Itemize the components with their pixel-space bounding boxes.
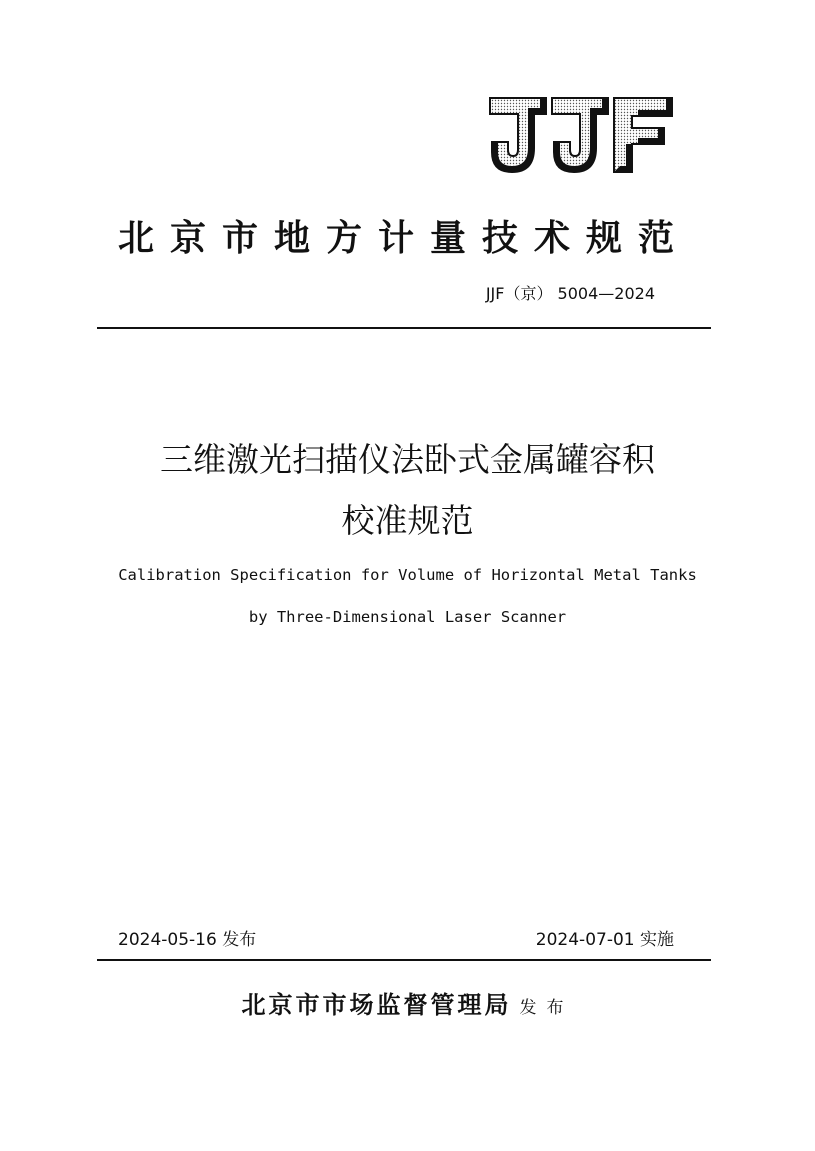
top-divider	[97, 327, 711, 329]
logo-letter-j2	[552, 98, 608, 172]
implementation-date: 2024-07-01 实施	[535, 930, 674, 950]
jjf-logo	[488, 96, 674, 174]
publisher-line	[0, 985, 815, 1020]
bottom-divider	[97, 959, 711, 961]
title-chinese-line-1: 三维激光扫描仪法卧式金属罐容积	[160, 440, 655, 479]
logo-letter-f	[614, 98, 672, 172]
publisher-org: 北京市市场监督管理局	[241, 990, 512, 1019]
issuer-title: 北京市地方计量技术规范	[117, 217, 690, 259]
logo-letter-j1	[490, 98, 546, 172]
standard-number: JJF（京） 5004—2024	[485, 284, 655, 303]
title-english-line-1: Calibration Specification for Volume of Horizontal Metal Tanks	[118, 566, 697, 584]
issue-date: 2024-05-16 发布	[118, 930, 257, 950]
title-chinese-line-2: 校准规范	[341, 501, 474, 540]
publisher-verb: 发布	[519, 998, 574, 1018]
title-english-line-2: by Three-Dimensional Laser Scanner	[248, 608, 567, 626]
